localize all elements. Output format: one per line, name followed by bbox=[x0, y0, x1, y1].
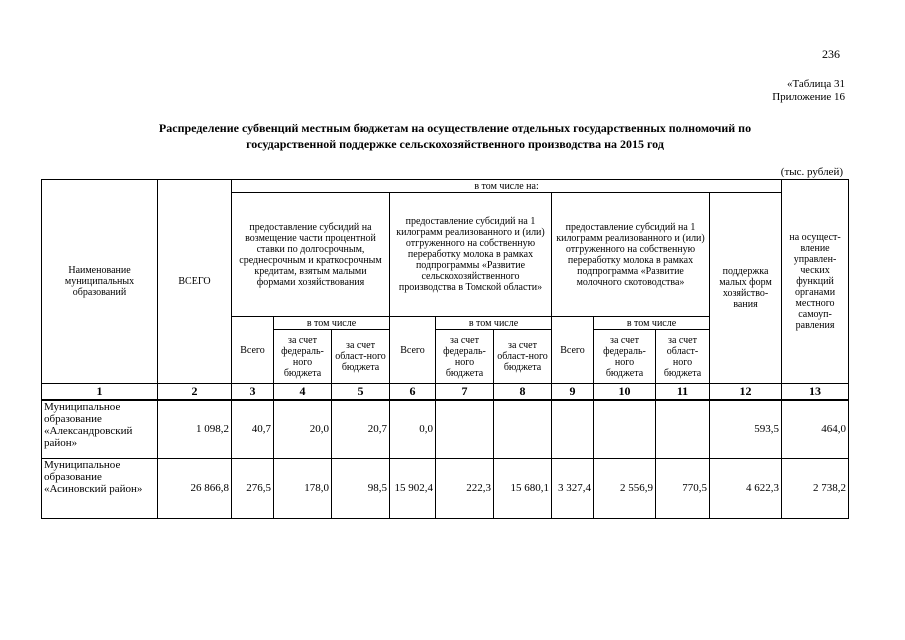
cell-g1-federal: 20,0 bbox=[274, 400, 332, 458]
column-number: 13 bbox=[782, 384, 849, 401]
cell-g1-total: 276,5 bbox=[232, 458, 274, 518]
header-g1-regional: за счет област-ного бюджета bbox=[332, 330, 390, 384]
cell-g1-federal: 178,0 bbox=[274, 458, 332, 518]
cell-total: 1 098,2 bbox=[158, 400, 232, 458]
appendix-label: Приложение 16 bbox=[772, 91, 845, 103]
table-row bbox=[42, 400, 849, 458]
column-number: 3 bbox=[232, 384, 274, 401]
subventions-table bbox=[41, 179, 849, 519]
cell-g3-regional bbox=[656, 400, 710, 458]
header-g2-federal: за счет федераль-ного бюджета bbox=[436, 330, 494, 384]
cell-g1-regional: 20,7 bbox=[332, 400, 390, 458]
column-number: 8 bbox=[494, 384, 552, 401]
cell-g2-regional: 15 680,1 bbox=[494, 458, 552, 518]
cell-g2-regional bbox=[494, 400, 552, 458]
municipality-name: Муниципальное образование «Александровский район» bbox=[42, 400, 158, 458]
cell-support: 4 622,3 bbox=[710, 458, 782, 518]
cell-g2-total: 15 902,4 bbox=[390, 458, 436, 518]
column-number: 10 bbox=[594, 384, 656, 401]
header-total: ВСЕГО bbox=[158, 180, 232, 384]
cell-admin: 464,0 bbox=[782, 400, 849, 458]
municipality-name: Муниципальное образование «Асиновский район» bbox=[42, 458, 158, 518]
header-g2-total: Всего bbox=[390, 317, 436, 384]
cell-admin: 2 738,2 bbox=[782, 458, 849, 518]
column-number: 5 bbox=[332, 384, 390, 401]
table-ref-label: «Таблица 31 bbox=[786, 78, 845, 90]
column-number: 7 bbox=[436, 384, 494, 401]
column-number: 11 bbox=[656, 384, 710, 401]
page-number: 236 bbox=[822, 47, 840, 61]
header-g2-including: в том числе bbox=[436, 317, 552, 330]
header-name: Наименование муниципальных образований bbox=[42, 180, 158, 384]
header-g3-regional: за счет област-ного бюджета bbox=[656, 330, 710, 384]
header-group-milk-subsidy-dairy: предоставление субсидий на 1 килограмм реализованного и (или) отгруженного на собственную переработку молока в рамках подпрограмма «Развитие молочного скотоводства» bbox=[552, 193, 710, 317]
cell-g3-federal: 2 556,9 bbox=[594, 458, 656, 518]
table-reference bbox=[772, 78, 845, 104]
header-g3-total: Всего bbox=[552, 317, 594, 384]
header-g3-including: в том числе bbox=[594, 317, 710, 330]
header-g1-including: в том числе bbox=[274, 317, 390, 330]
header-g1-total: Всего bbox=[232, 317, 274, 384]
cell-g3-regional: 770,5 bbox=[656, 458, 710, 518]
cell-g1-regional: 98,5 bbox=[332, 458, 390, 518]
table-row bbox=[42, 458, 849, 518]
column-number: 6 bbox=[390, 384, 436, 401]
column-number: 12 bbox=[710, 384, 782, 401]
header-g2-regional: за счет област-ного бюджета bbox=[494, 330, 552, 384]
header-small-farms-support: поддержка малых форм хозяйство-вания bbox=[710, 193, 782, 384]
cell-g2-federal: 222,3 bbox=[436, 458, 494, 518]
header-admin: на осущест-вление управлен-ческих функций органами местного самоуп-равления bbox=[782, 180, 849, 384]
cell-g3-total bbox=[552, 400, 594, 458]
units-label: (тыс. рублей) bbox=[780, 166, 843, 178]
document-title bbox=[60, 120, 850, 152]
cell-g2-federal bbox=[436, 400, 494, 458]
column-number: 9 bbox=[552, 384, 594, 401]
cell-g2-total: 0,0 bbox=[390, 400, 436, 458]
title-line-1: Распределение субвенций местным бюджетам на осуществление отдельных государственных полномочий по bbox=[158, 121, 752, 135]
column-number: 4 bbox=[274, 384, 332, 401]
column-numbers-row bbox=[42, 384, 849, 401]
cell-g1-total: 40,7 bbox=[232, 400, 274, 458]
title-line-2: государственной поддержке сельскохозяйственного производства на 2015 год bbox=[246, 137, 664, 151]
header-group-milk-subsidy-agri: предоставление субсидий на 1 килограмм реализованного и (или) отгруженного на собственную переработку молока в рамках подпрограммы «Развитие сельскохозяйственного производства в Томской области» bbox=[390, 193, 552, 317]
header-including: в том числе на: bbox=[232, 180, 782, 193]
cell-g3-total: 3 327,4 bbox=[552, 458, 594, 518]
column-number: 2 bbox=[158, 384, 232, 401]
column-number: 1 bbox=[42, 384, 158, 401]
header-g1-federal: за счет федераль-ного бюджета bbox=[274, 330, 332, 384]
cell-total: 26 866,8 bbox=[158, 458, 232, 518]
cell-g3-federal bbox=[594, 400, 656, 458]
header-group-interest-subsidy: предоставление субсидий на возмещение части процентной ставки по долгосрочным, среднесрочным и краткосрочным кредитам, взятым малыми формами хозяйствования bbox=[232, 193, 390, 317]
cell-support: 593,5 bbox=[710, 400, 782, 458]
header-g3-federal: за счет федераль-ного бюджета bbox=[594, 330, 656, 384]
